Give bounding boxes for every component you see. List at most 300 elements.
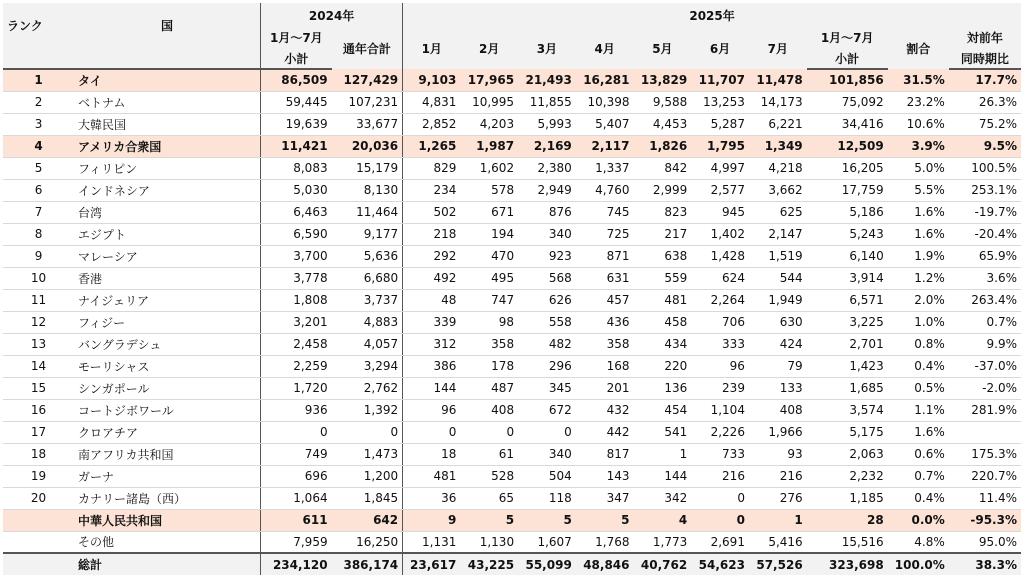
month-cell: 2,147 [749,223,807,245]
month-cell: 10,995 [460,91,518,113]
month-cell: 2,691 [691,531,749,553]
month-cell: 1,402 [691,223,749,245]
annual-total-2024-cell: 3,294 [332,355,403,377]
table-row [3,487,1021,509]
yoy-cell: 0.7% [949,311,1021,333]
month-cell: 638 [634,245,692,267]
rank-cell: 3 [3,113,74,135]
yoy-cell: 3.6% [949,267,1021,289]
table-row [3,311,1021,333]
yoy-cell: 220.7% [949,465,1021,487]
country-cell: タイ [74,69,261,91]
month-cell: 823 [634,201,692,223]
table-row [3,201,1021,223]
share-cell: 31.5% [888,69,949,91]
annual-total-2024-cell: 386,174 [332,553,403,575]
subtotal-2025-cell: 101,856 [807,69,888,91]
subtotal-2025-cell: 12,509 [807,135,888,157]
month-cell: 57,526 [749,553,807,575]
annual-total-2024-cell: 127,429 [332,69,403,91]
subtotal-2025-cell: 15,516 [807,531,888,553]
rank-cell: 14 [3,355,74,377]
table-row [3,355,1021,377]
annual-total-2024-cell: 16,250 [332,531,403,553]
country-cell: 総計 [74,553,261,575]
month-cell: 14,173 [749,91,807,113]
month-cell: 2,949 [518,179,576,201]
subtotal-2024-cell: 696 [261,465,332,487]
month-cell: 528 [460,465,518,487]
month-cell: 706 [691,311,749,333]
subtotal-2024-cell: 0 [261,421,332,443]
month-cell: 0 [691,509,749,531]
month-cell: 502 [403,201,461,223]
rank-cell [3,553,74,575]
month-cell: 1,607 [518,531,576,553]
table-row [3,377,1021,399]
country-cell: 大韓民国 [74,113,261,135]
country-cell: ベトナム [74,91,261,113]
month-cell: 168 [576,355,634,377]
annual-total-2024-cell: 9,177 [332,223,403,245]
month-cell: 1,131 [403,531,461,553]
month-cell: 5 [576,509,634,531]
yoy-cell: 65.9% [949,245,1021,267]
month-cell: 98 [460,311,518,333]
month-cell: 945 [691,201,749,223]
month-cell: 333 [691,333,749,355]
month-cell: 43,225 [460,553,518,575]
annual-total-2024-cell: 2,762 [332,377,403,399]
month-cell: 0 [691,487,749,509]
subtotal-2025-cell: 3,225 [807,311,888,333]
rank-cell: 5 [3,157,74,179]
month-cell: 220 [634,355,692,377]
month-cell: 358 [576,333,634,355]
month-cell: 239 [691,377,749,399]
share-cell: 5.5% [888,179,949,201]
rank-cell [3,531,74,553]
month-cell: 541 [634,421,692,443]
country-cell: アメリカ合衆国 [74,135,261,157]
rank-cell: 16 [3,399,74,421]
table-row [3,399,1021,421]
subtotal-2024-cell: 7,959 [261,531,332,553]
month-cell: 495 [460,267,518,289]
month-cell: 217 [634,223,692,245]
country-cell: フィジー [74,311,261,333]
yoy-header-line2: 同時期比 [949,48,1021,69]
subtotal-2024-header-line2: 小計 [261,48,332,69]
month-cell: 558 [518,311,576,333]
month-cell: 340 [518,443,576,465]
month-cell: 4,760 [576,179,634,201]
yoy-cell: 100.5% [949,157,1021,179]
share-cell: 10.6% [888,113,949,135]
month-cell: 817 [576,443,634,465]
month-cell: 23,617 [403,553,461,575]
month-cell: 40,762 [634,553,692,575]
subtotal-2025-cell: 5,175 [807,421,888,443]
month-cell: 424 [749,333,807,355]
month-cell: 144 [403,377,461,399]
subtotal-2025-cell: 5,186 [807,201,888,223]
yoy-header-line1: 対前年 [949,27,1021,48]
month-cell: 492 [403,267,461,289]
country-cell: カナリー諸島（西） [74,487,261,509]
month-cell: 1,130 [460,531,518,553]
month-cell: 733 [691,443,749,465]
month-cell: 1,265 [403,135,461,157]
country-cell: コートジボワール [74,399,261,421]
month-cell: 61 [460,443,518,465]
rank-cell: 8 [3,223,74,245]
country-cell: エジプト [74,223,261,245]
month-cell: 626 [518,289,576,311]
subtotal-2024-cell: 86,509 [261,69,332,91]
month-header: 5月 [634,27,692,69]
month-cell: 5 [460,509,518,531]
country-cell: バングラデシュ [74,333,261,355]
rank-cell: 9 [3,245,74,267]
yoy-cell: 95.0% [949,531,1021,553]
rank-cell: 13 [3,333,74,355]
month-cell: 2,169 [518,135,576,157]
yoy-cell: -95.3% [949,509,1021,531]
annual-total-2024-cell: 20,036 [332,135,403,157]
table-body [3,69,1021,575]
rank-cell: 2 [3,91,74,113]
month-cell: 18 [403,443,461,465]
rank-cell: 11 [3,289,74,311]
month-header: 2月 [460,27,518,69]
month-cell: 3,662 [749,179,807,201]
year-2024-header: 2024年 [261,3,403,27]
subtotal-2025-header-line1: 1月～7月 [807,27,888,48]
month-cell: 434 [634,333,692,355]
subtotal-2025-cell: 1,423 [807,355,888,377]
yoy-cell: 17.7% [949,69,1021,91]
month-cell: 5 [518,509,576,531]
annual-total-header: 通年合計 [332,27,403,69]
month-cell: 201 [576,377,634,399]
month-cell: 747 [460,289,518,311]
share-cell: 1.9% [888,245,949,267]
month-cell: 408 [460,399,518,421]
month-cell: 118 [518,487,576,509]
share-cell: 0.8% [888,333,949,355]
month-cell: 6,221 [749,113,807,135]
yoy-cell: 281.9% [949,399,1021,421]
subtotal-2024-cell: 3,201 [261,311,332,333]
month-cell: 386 [403,355,461,377]
yoy-cell: 26.3% [949,91,1021,113]
month-cell: 216 [691,465,749,487]
month-cell: 11,707 [691,69,749,91]
month-cell: 11,855 [518,91,576,113]
country-cell: 中華人民共和国 [74,509,261,531]
annual-total-2024-cell: 0 [332,421,403,443]
yoy-cell [949,421,1021,443]
month-cell: 13,253 [691,91,749,113]
month-cell: 339 [403,311,461,333]
subtotal-2025-cell: 1,685 [807,377,888,399]
month-cell: 5,407 [576,113,634,135]
month-cell: 457 [576,289,634,311]
month-cell: 13,829 [634,69,692,91]
subtotal-2025-cell: 6,140 [807,245,888,267]
table-row [3,289,1021,311]
rank-cell: 12 [3,311,74,333]
country-cell: モーリシャス [74,355,261,377]
subtotal-2024-cell: 1,720 [261,377,332,399]
month-cell: 345 [518,377,576,399]
month-cell: 630 [749,311,807,333]
month-cell: 876 [518,201,576,223]
month-cell: 568 [518,267,576,289]
month-cell: 218 [403,223,461,245]
month-cell: 481 [634,289,692,311]
month-cell: 1,826 [634,135,692,157]
month-cell: 559 [634,267,692,289]
month-header: 1月 [403,27,461,69]
annual-total-2024-cell: 5,636 [332,245,403,267]
table-row [3,443,1021,465]
share-cell: 23.2% [888,91,949,113]
share-cell: 0.6% [888,443,949,465]
month-cell: 96 [403,399,461,421]
subtotal-2024-cell: 749 [261,443,332,465]
subtotal-2025-header-line2: 小計 [807,48,888,69]
month-cell: 296 [518,355,576,377]
subtotal-2024-cell: 3,700 [261,245,332,267]
month-cell: 1,519 [749,245,807,267]
rank-cell: 6 [3,179,74,201]
month-cell: 436 [576,311,634,333]
subtotal-2024-cell: 2,259 [261,355,332,377]
month-cell: 4,997 [691,157,749,179]
month-cell: 276 [749,487,807,509]
table-row [3,113,1021,135]
subtotal-2024-cell: 1,808 [261,289,332,311]
subtotal-2025-cell: 2,232 [807,465,888,487]
yoy-cell: -37.0% [949,355,1021,377]
table-row [3,179,1021,201]
table-row [3,135,1021,157]
month-cell: 544 [749,267,807,289]
month-cell: 1,104 [691,399,749,421]
month-cell: 2,117 [576,135,634,157]
subtotal-2024-cell: 59,445 [261,91,332,113]
month-cell: 342 [634,487,692,509]
subtotal-2025-cell: 2,701 [807,333,888,355]
subtotal-2025-cell: 16,205 [807,157,888,179]
annual-total-2024-cell: 4,883 [332,311,403,333]
month-cell: 9,588 [634,91,692,113]
month-cell: 216 [749,465,807,487]
yoy-cell: 11.4% [949,487,1021,509]
yoy-cell: 9.9% [949,333,1021,355]
month-cell: 481 [403,465,461,487]
month-cell: 432 [576,399,634,421]
rank-cell [3,509,74,531]
month-cell: 1,773 [634,531,692,553]
annual-total-2024-cell: 8,130 [332,179,403,201]
table-row [3,333,1021,355]
annual-total-2024-cell: 1,845 [332,487,403,509]
month-cell: 625 [749,201,807,223]
month-cell: 671 [460,201,518,223]
subtotal-2024-header-line1: 1月～7月 [261,27,332,48]
month-cell: 631 [576,267,634,289]
month-cell: 234 [403,179,461,201]
month-cell: 2,999 [634,179,692,201]
rank-cell: 7 [3,201,74,223]
table-row [3,157,1021,179]
month-cell: 487 [460,377,518,399]
subtotal-2025-cell: 28 [807,509,888,531]
month-cell: 745 [576,201,634,223]
month-header: 7月 [749,27,807,69]
country-cell: クロアチア [74,421,261,443]
month-cell: 143 [576,465,634,487]
share-cell: 1.6% [888,421,949,443]
month-cell: 1,795 [691,135,749,157]
month-cell: 2,852 [403,113,461,135]
month-cell: 65 [460,487,518,509]
annual-total-2024-cell: 11,464 [332,201,403,223]
month-cell: 194 [460,223,518,245]
yoy-cell: 175.3% [949,443,1021,465]
subtotal-2024-cell: 234,120 [261,553,332,575]
annual-total-2024-cell: 33,677 [332,113,403,135]
month-cell: 5,416 [749,531,807,553]
share-cell: 0.5% [888,377,949,399]
share-cell: 1.2% [888,267,949,289]
month-cell: 1,768 [576,531,634,553]
share-cell: 1.1% [888,399,949,421]
month-cell: 482 [518,333,576,355]
month-cell: 871 [576,245,634,267]
month-cell: 454 [634,399,692,421]
country-cell: 南アフリカ共和国 [74,443,261,465]
share-cell: 0.4% [888,355,949,377]
month-cell: 79 [749,355,807,377]
table-row [3,531,1021,553]
month-cell: 48,846 [576,553,634,575]
month-cell: 21,493 [518,69,576,91]
table-row [3,91,1021,113]
share-cell: 5.0% [888,157,949,179]
month-cell: 11,478 [749,69,807,91]
month-cell: 0 [403,421,461,443]
table-row [3,223,1021,245]
month-cell: 2,380 [518,157,576,179]
month-cell: 408 [749,399,807,421]
month-cell: 1,987 [460,135,518,157]
month-cell: 2,264 [691,289,749,311]
subtotal-2024-cell: 2,458 [261,333,332,355]
subtotal-2025-cell: 3,914 [807,267,888,289]
month-cell: 340 [518,223,576,245]
country-cell: ナイジェリア [74,289,261,311]
month-cell: 5,287 [691,113,749,135]
annual-total-2024-cell: 4,057 [332,333,403,355]
month-cell: 144 [634,465,692,487]
yoy-cell: -19.7% [949,201,1021,223]
month-cell: 4,203 [460,113,518,135]
annual-total-2024-cell: 642 [332,509,403,531]
rank-header: ランク [3,3,74,48]
table-row [3,245,1021,267]
yoy-cell: 9.5% [949,135,1021,157]
share-cell: 1.0% [888,311,949,333]
share-cell: 2.0% [888,289,949,311]
month-cell: 923 [518,245,576,267]
table-header [3,3,1021,69]
month-cell: 10,398 [576,91,634,113]
country-header: 国 [74,3,261,48]
month-cell: 1,949 [749,289,807,311]
rank-cell: 10 [3,267,74,289]
month-cell: 4,831 [403,91,461,113]
month-cell: 829 [403,157,461,179]
month-cell: 1,337 [576,157,634,179]
subtotal-2024-cell: 5,030 [261,179,332,201]
subtotal-2025-cell: 17,759 [807,179,888,201]
month-cell: 470 [460,245,518,267]
share-cell: 1.6% [888,201,949,223]
month-cell: 1,349 [749,135,807,157]
country-cell: ガーナ [74,465,261,487]
annual-total-2024-cell: 15,179 [332,157,403,179]
month-cell: 1,966 [749,421,807,443]
month-cell: 0 [460,421,518,443]
month-cell: 292 [403,245,461,267]
subtotal-2025-cell: 5,243 [807,223,888,245]
annual-total-2024-cell: 107,231 [332,91,403,113]
subtotal-2024-cell: 3,778 [261,267,332,289]
month-cell: 9,103 [403,69,461,91]
month-cell: 358 [460,333,518,355]
rank-cell: 18 [3,443,74,465]
month-cell: 725 [576,223,634,245]
subtotal-2024-cell: 6,590 [261,223,332,245]
month-cell: 96 [691,355,749,377]
country-cell: フィリピン [74,157,261,179]
share-cell: 0.4% [888,487,949,509]
month-cell: 1 [749,509,807,531]
table-row [3,465,1021,487]
month-cell: 347 [576,487,634,509]
month-cell: 36 [403,487,461,509]
yoy-cell: 38.3% [949,553,1021,575]
share-header: 割合 [888,27,949,69]
table-row [3,421,1021,443]
month-cell: 672 [518,399,576,421]
share-cell: 0.0% [888,509,949,531]
rank-cell: 4 [3,135,74,157]
month-cell: 178 [460,355,518,377]
month-header: 6月 [691,27,749,69]
table-row [3,553,1021,575]
yoy-cell: -20.4% [949,223,1021,245]
rank-cell: 19 [3,465,74,487]
month-cell: 312 [403,333,461,355]
yoy-cell: -2.0% [949,377,1021,399]
import-ranking-table [3,3,1021,575]
annual-total-2024-cell: 1,392 [332,399,403,421]
